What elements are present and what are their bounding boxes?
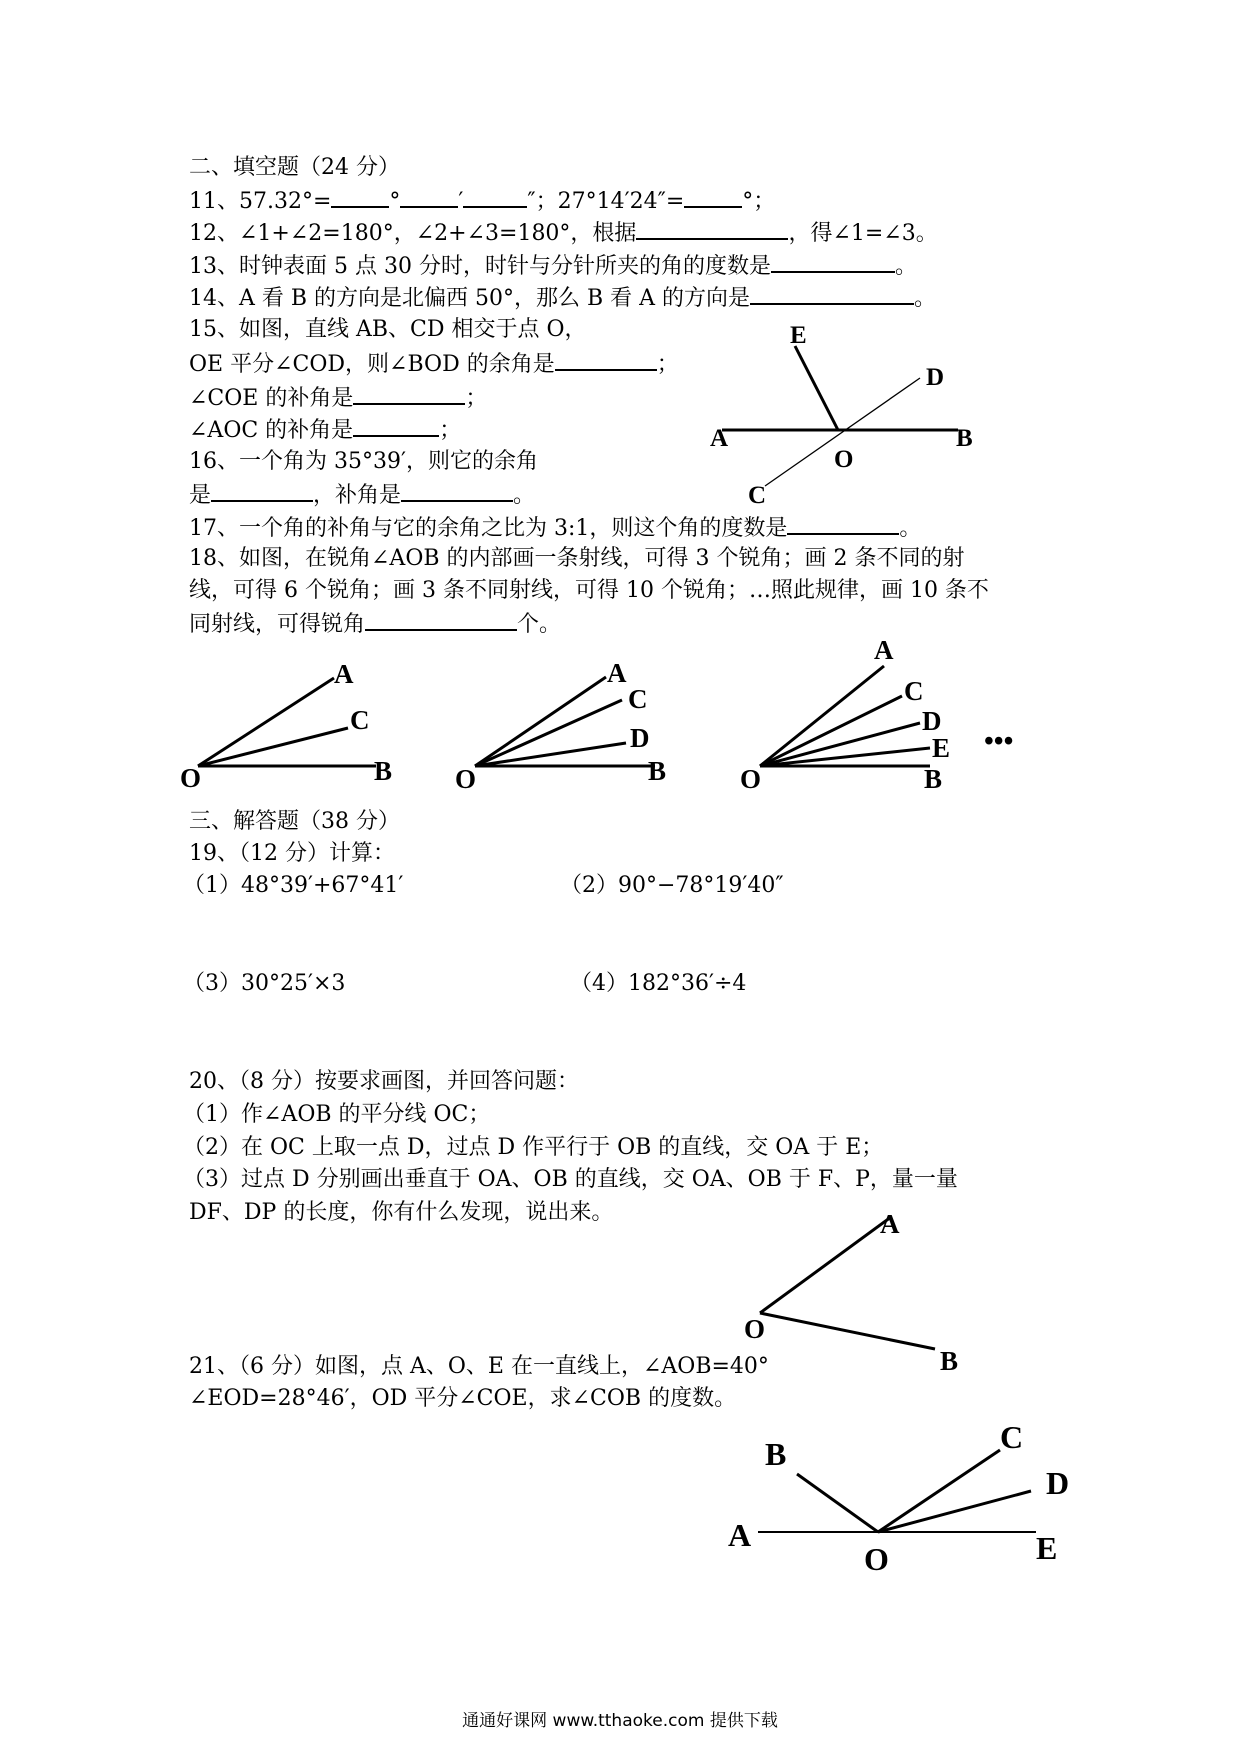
question-15-line2: OE 平分∠COD，则∠BOD 的余角是 ； <box>189 347 679 381</box>
question-15-line1: 15、如图，直线 AB、CD 相交于点 O， <box>189 317 587 342</box>
label-d: D <box>922 706 942 736</box>
question-17: 17、一个角的补角与它的余角之比为 3:1，则这个角的度数是 。 <box>189 511 921 545</box>
question-15-line3: ∠COE 的补角是 ； <box>189 381 487 415</box>
question-18-line1: 18、如图，在锐角∠AOB 的内部画一条射线，可得 3 个锐角；画 2 条不同的射 <box>189 546 965 571</box>
question-16-line1: 16、一个角为 35°39′，则它的余角 <box>189 449 538 474</box>
label-b: B <box>374 756 393 786</box>
label-a: A <box>874 635 894 665</box>
question-16-line2: 是 ，补角是 。 <box>189 478 535 512</box>
question-19-title: 19、（12 分）计算： <box>189 841 395 866</box>
section2-heading: 二、填空题（24 分） <box>189 155 400 180</box>
label-c: C <box>1000 1419 1024 1455</box>
section3-heading: 三、解答题（38 分） <box>189 809 400 834</box>
label-c: C <box>904 676 924 706</box>
ray-od <box>878 1491 1031 1532</box>
question-19-part1: （1）48°39′+67°41′ <box>183 873 404 898</box>
label-o: O <box>740 764 762 794</box>
label-a: A <box>334 659 354 689</box>
question-20-part1: （1）作∠AOB 的平分线 OC； <box>183 1102 491 1127</box>
label-a: A <box>710 425 729 452</box>
label-b: B <box>956 425 973 452</box>
question-13: 13、时钟表面 5 点 30 分时，时针与分针所夹的角的度数是 。 <box>189 249 917 283</box>
label-a: A <box>880 1209 900 1239</box>
label-a: A <box>607 658 627 688</box>
question-12: 12、∠1+∠2=180°，∠2+∠3=180°，根据 ，得∠1=∠3。 <box>189 216 938 250</box>
label-d: D <box>926 364 945 391</box>
ray-oc <box>878 1450 1000 1532</box>
label-c: C <box>748 482 767 509</box>
label-d: D <box>630 723 650 753</box>
question-19-part3: （3）30°25′×3 <box>183 971 346 996</box>
question-18-line2: 线，可得 6 个锐角；画 3 条不同射线，可得 10 个锐角；…照此规律，画 10 条不 <box>189 578 989 603</box>
question-19-part2: （2）90°−78°19′40″ <box>560 873 784 898</box>
label-o: O <box>455 764 477 794</box>
question-15-line4: ∠AOC 的补角是 ； <box>189 413 461 447</box>
question-11: 11、57.32°= ° ′ ″；27°14′24″= °； <box>189 184 775 218</box>
label-e: E <box>790 322 807 349</box>
label-b: B <box>765 1436 787 1472</box>
label-c: C <box>350 705 370 735</box>
question-20-title: 20、（8 分）按要求画图，并回答问题： <box>189 1069 579 1094</box>
label-o: O <box>180 763 202 793</box>
label-e: E <box>1036 1530 1058 1566</box>
continuation-dots: ••• <box>984 726 1014 757</box>
label-o: O <box>744 1314 766 1344</box>
label-a: A <box>728 1517 752 1553</box>
label-o: O <box>834 446 854 473</box>
label-c: C <box>628 684 648 714</box>
question-21-line2: ∠EOD=28°46′，OD 平分∠COE，求∠COB 的度数。 <box>189 1386 737 1411</box>
label-e: E <box>932 733 951 763</box>
question-14: 14、A 看 B 的方向是北偏西 50°，那么 B 看 A 的方向是 。 <box>189 281 936 315</box>
label-b: B <box>924 764 943 794</box>
label-b: B <box>648 756 667 786</box>
label-b: B <box>940 1346 959 1376</box>
question-20-part2: （2）在 OC 上取一点 D，过点 D 作平行于 OB 的直线，交 OA 于 E； <box>183 1135 884 1160</box>
label-d: D <box>1046 1465 1070 1501</box>
question-18-line3: 同射线，可得锐角 个。 <box>189 607 561 641</box>
page-footer: 通通好课网 www.tthaoke.com 提供下载 <box>462 1711 778 1731</box>
question-19-part4: （4）182°36′÷4 <box>570 971 747 996</box>
question-20-part3: （3）过点 D 分别画出垂直于 OA、OB 的直线，交 OA、OB 于 F、P，量一量 <box>183 1167 958 1192</box>
ray-ob <box>797 1474 878 1532</box>
question-21-line1: 21、（6 分）如图，点 A、O、E 在一直线上，∠AOB=40° <box>189 1354 769 1379</box>
label-o: O <box>864 1541 889 1577</box>
question-20-part4: DF、DP 的长度，你有什么发现，说出来。 <box>189 1200 614 1225</box>
